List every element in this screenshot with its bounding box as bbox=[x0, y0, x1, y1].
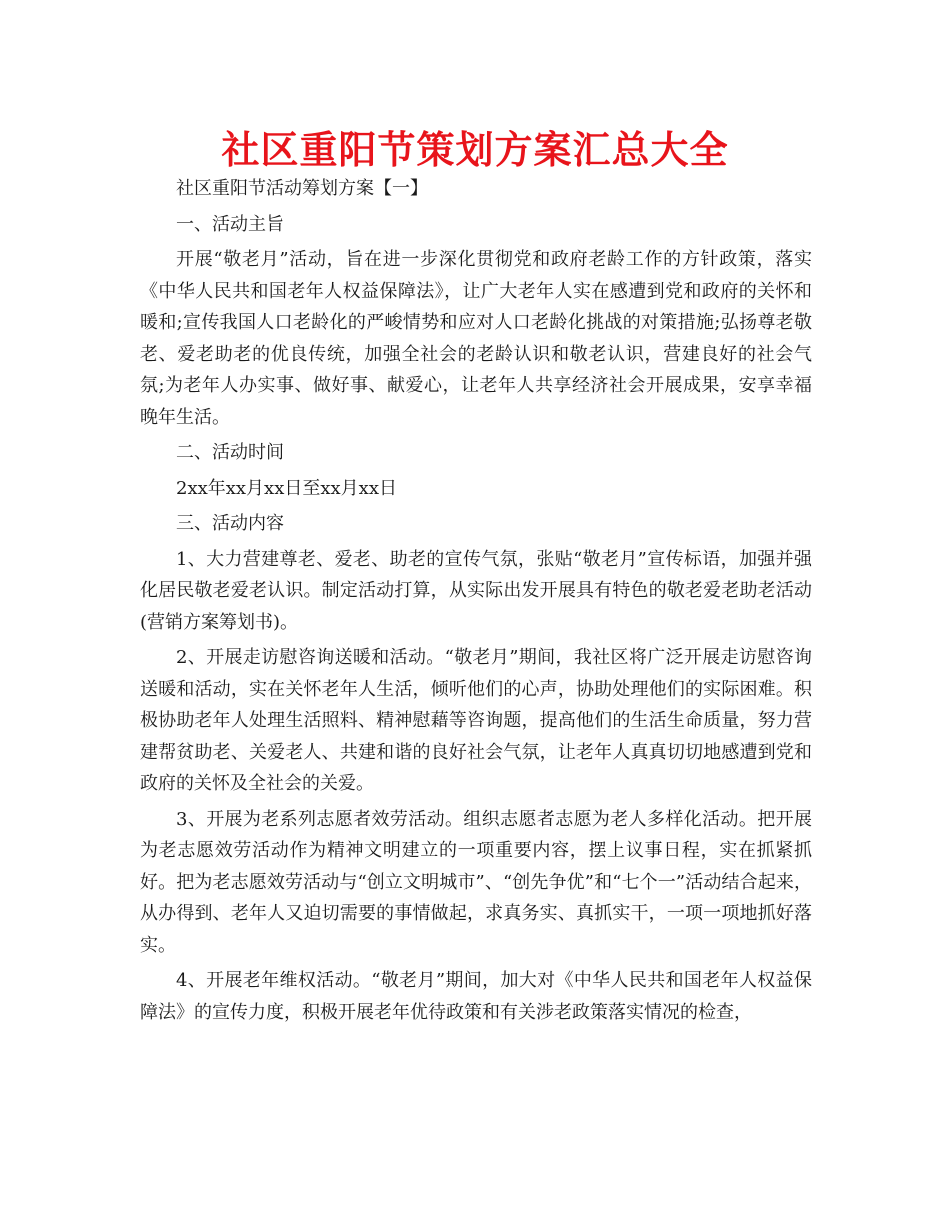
section-heading: 一、活动主旨 bbox=[176, 213, 284, 235]
section-heading: 二、活动时间 bbox=[176, 442, 284, 463]
document-title: 社区重阳节策划方案汇总大全 bbox=[221, 128, 729, 172]
paragraph: 4、开展老年维权活动。“敬老月”期间，加大对《中华人民共和国老年人权益保障法》的宣传力度，积极开展老年优待政策和有关涉老政策落实情况的检查， bbox=[140, 970, 812, 1023]
paragraph: 1、大力营建尊老、爱老、助老的宣传气氛，张贴“敬老月”宣传标语，加强并强化居民敬老爱老认识。制定活动打算，从实际出发开展具有特色的敬老爱老助老活动(营销方案筹划书)。 bbox=[140, 548, 812, 633]
paragraph: 3、开展为老系列志愿者效劳活动。组织志愿者志愿为老人多样化活动。把开展为老志愿效劳活动作为精神文明建立的一项重要内容，摆上议事日程，实在抓紧抓好。把为老志愿效劳活动与“创立文明城市”、“创先争优”和“七个一”活动结合起来，从办得到、老年人又迫切需要的事情做起，求真务实、真抓实干，一项一项地抓好落实。 bbox=[140, 808, 812, 956]
document-body bbox=[140, 173, 812, 1032]
paragraph: 2xx年xx月xx日至xx月xx日 bbox=[176, 477, 397, 499]
paragraph: 2、开展走访慰咨询送暖和活动。“敬老月”期间，我社区将广泛开展走访慰咨询送暖和活动，实在关怀老年人生活，倾听他们的心声，协助处理他们的实际困难。积极协助老年人处理生活照料、精神慰藉等咨询题，提高他们的生活生命质量，努力营建帮贫助老、关爱老人、共建和谐的良好社会气氛，让老年人真真切切地感遭到党和政府的关怀及全社会的关爱。 bbox=[140, 647, 812, 794]
section-heading: 三、活动内容 bbox=[176, 513, 284, 534]
paragraph: 开展“敬老月”活动，旨在进一步深化贯彻党和政府老龄工作的方针政策，落实《中华人民共和国老年人权益保障法》，让广大老年人实在感遭到党和政府的关怀和暖和;宣传我国人口老龄化的严峻情势和应对人口老龄化挑战的对策措施;弘扬尊老敬老、爱老助老的优良传统，加强全社会的老龄认识和敬老认识，营建良好的社会气氛;为老年人办实事、做好事、献爱心，让老年人共享经济社会开展成果，安享幸福晚年生活。 bbox=[140, 249, 812, 428]
section-heading: 社区重阳节活动筹划方案【一】 bbox=[176, 178, 428, 199]
